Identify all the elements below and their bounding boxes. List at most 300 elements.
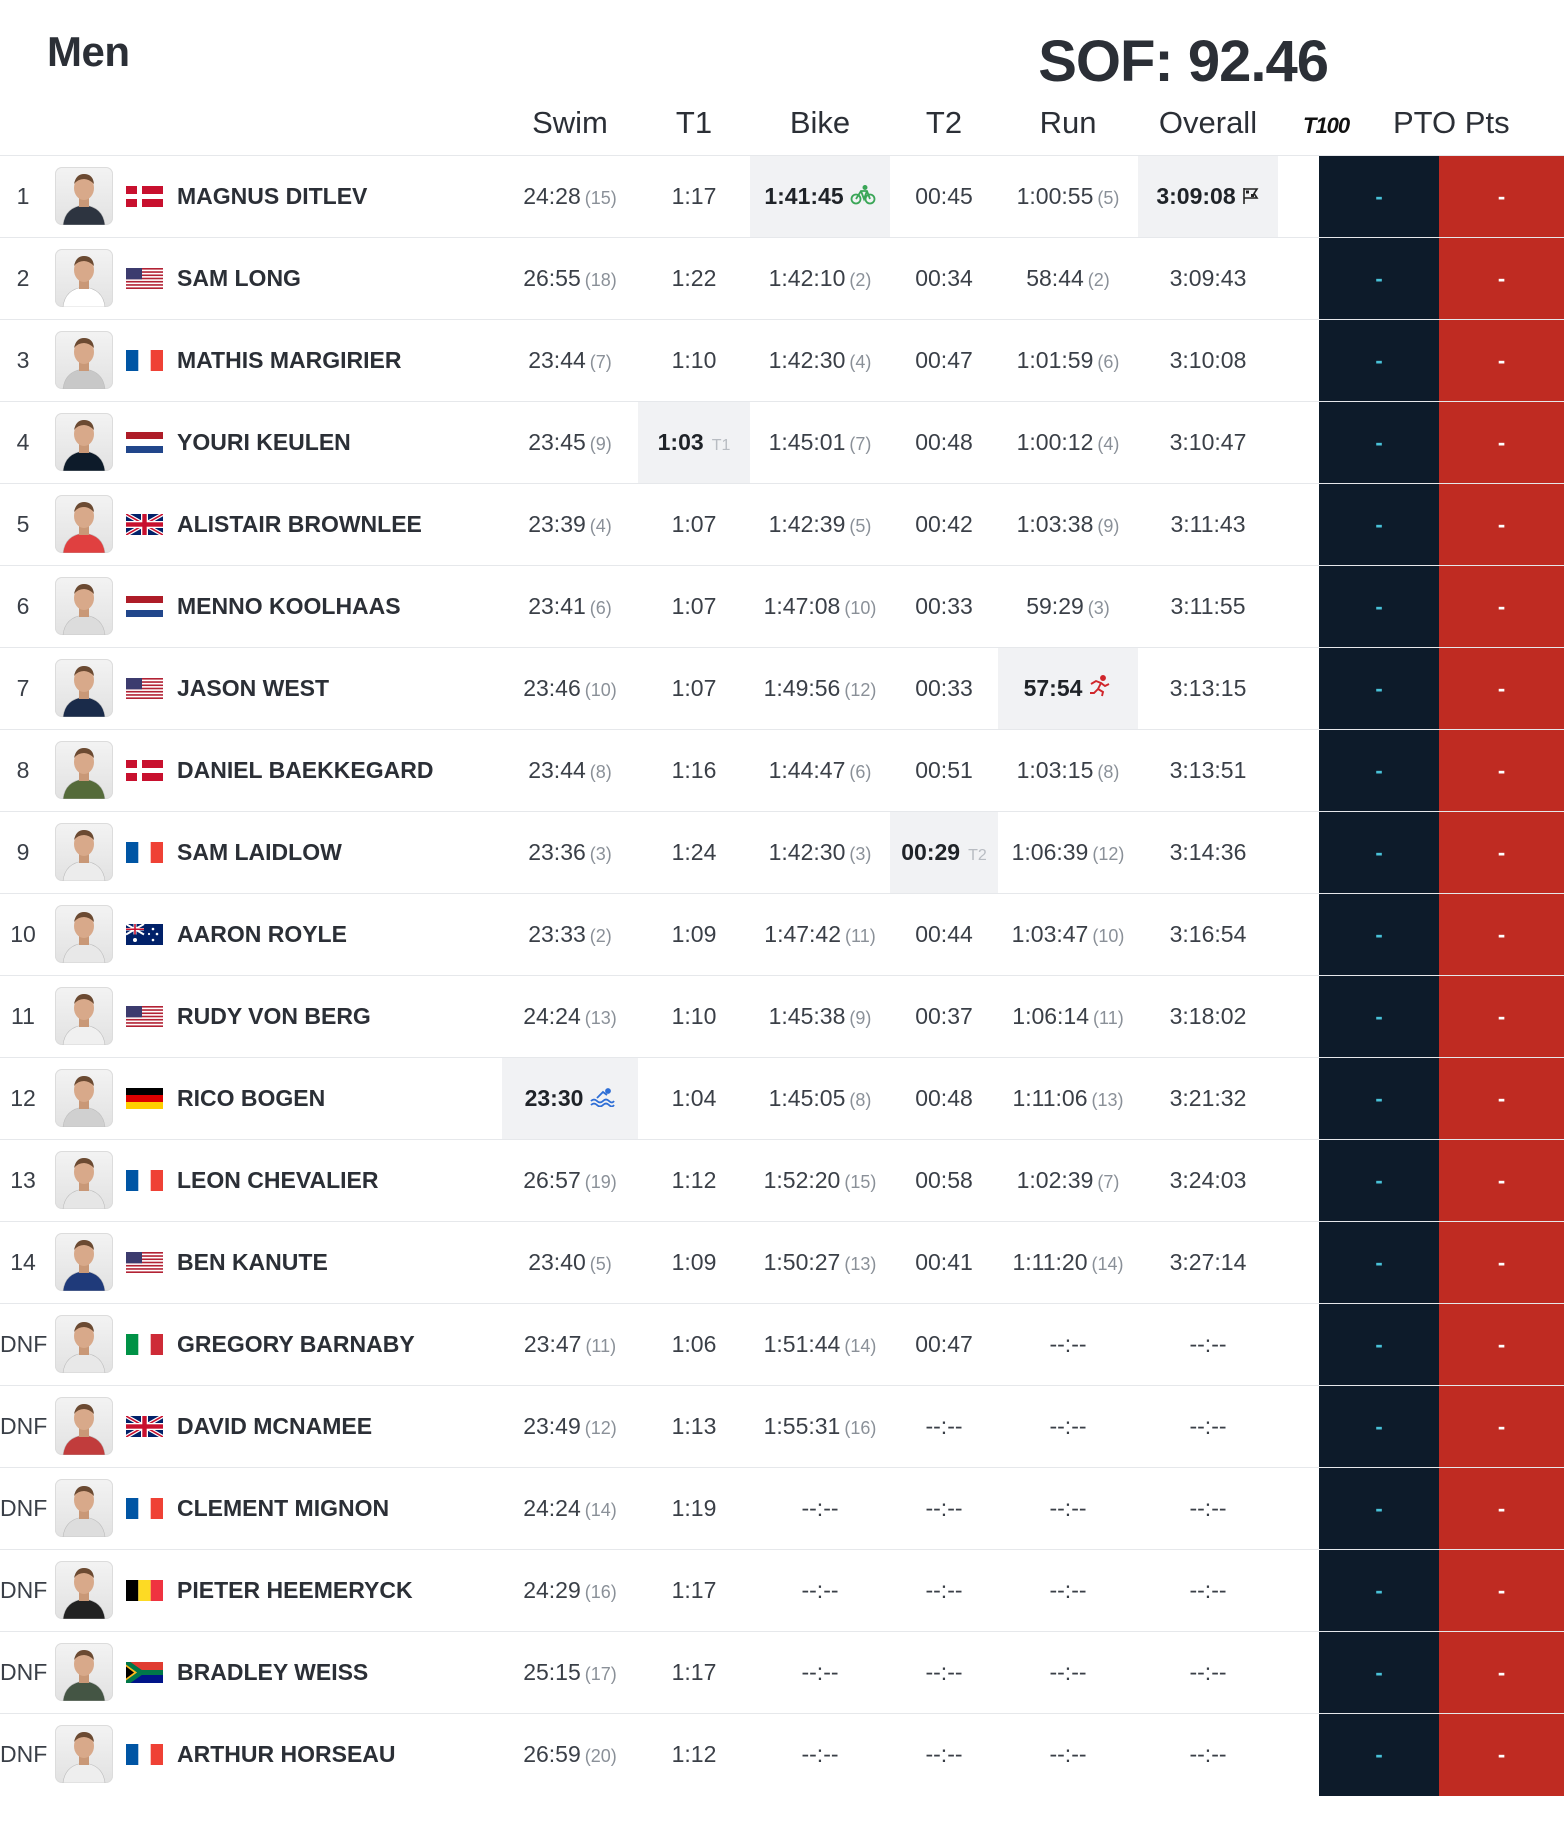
run-time: 59:29 bbox=[1026, 593, 1084, 619]
overall-time: --:-- bbox=[1189, 1495, 1227, 1521]
bike-time: 1:42:39 bbox=[768, 511, 846, 537]
bike-rank: (3) bbox=[849, 844, 872, 864]
cell-t1 bbox=[638, 1550, 750, 1631]
athlete-avatar[interactable] bbox=[55, 413, 113, 471]
swim-rank: (4) bbox=[589, 516, 612, 536]
swim-rank: (8) bbox=[589, 762, 612, 782]
overall-time: --:-- bbox=[1189, 1577, 1227, 1603]
athlete-avatar[interactable] bbox=[55, 1725, 113, 1783]
cell-swim bbox=[502, 1550, 638, 1631]
table-row[interactable] bbox=[0, 401, 1564, 483]
t100-points: - bbox=[1319, 320, 1439, 402]
run-rank: (12) bbox=[1092, 844, 1125, 864]
table-row[interactable] bbox=[0, 647, 1564, 729]
overall-time: 3:11:55 bbox=[1170, 593, 1246, 619]
pto-points: - bbox=[1439, 812, 1564, 894]
table-row[interactable] bbox=[0, 893, 1564, 975]
athlete-avatar[interactable] bbox=[55, 1069, 113, 1127]
header-t1[interactable]: T1 bbox=[675, 105, 713, 140]
swim-rank: (9) bbox=[589, 434, 612, 454]
cell-t2 bbox=[890, 320, 998, 401]
athlete-name[interactable]: BRADLEY WEISS bbox=[177, 1659, 369, 1685]
athlete-name[interactable]: AARON ROYLE bbox=[177, 921, 347, 947]
header-overall[interactable]: Overall bbox=[1158, 105, 1258, 140]
athlete-name[interactable]: RICO BOGEN bbox=[177, 1085, 326, 1111]
cell-run bbox=[998, 730, 1138, 811]
cell-t2 bbox=[890, 484, 998, 565]
position: DNF bbox=[0, 1577, 48, 1603]
run-time: 58:44 bbox=[1026, 265, 1084, 291]
t100-points: - bbox=[1319, 730, 1439, 812]
pto-points: - bbox=[1439, 894, 1564, 976]
pto-points: - bbox=[1439, 566, 1564, 648]
swim-rank: (12) bbox=[584, 1418, 617, 1438]
cell-t1 bbox=[638, 1386, 750, 1467]
athlete-name[interactable]: DAVID MCNAMEE bbox=[177, 1413, 373, 1439]
athlete-name[interactable]: DANIEL BAEKKEGARD bbox=[177, 757, 434, 783]
cell-bike bbox=[750, 1304, 890, 1385]
bike-rank: (13) bbox=[844, 1254, 877, 1274]
table-row[interactable] bbox=[0, 729, 1564, 811]
cell-t1 bbox=[638, 648, 750, 729]
overall-time: 3:13:15 bbox=[1169, 675, 1247, 701]
athlete-name[interactable]: GREGORY BARNABY bbox=[177, 1331, 415, 1357]
t1-time: 1:22 bbox=[671, 265, 717, 291]
t1-time: 1:17 bbox=[671, 1577, 717, 1603]
position: 13 bbox=[10, 1167, 36, 1193]
table-row[interactable] bbox=[0, 1713, 1564, 1795]
cell-t1 bbox=[638, 1222, 750, 1303]
swim-icon bbox=[589, 1059, 615, 1140]
athlete-avatar[interactable] bbox=[55, 495, 113, 553]
cell-t2 bbox=[890, 1058, 998, 1139]
bike-rank: (12) bbox=[844, 680, 877, 700]
table-row[interactable] bbox=[0, 1139, 1564, 1221]
run-rank: (4) bbox=[1097, 434, 1120, 454]
cell-swim bbox=[502, 1386, 638, 1467]
cell-bike bbox=[750, 156, 890, 237]
cell-bike bbox=[750, 1468, 890, 1549]
t100-points: - bbox=[1319, 1386, 1439, 1468]
athlete-name[interactable]: ALISTAIR BROWNLEE bbox=[177, 511, 422, 537]
position: DNF bbox=[0, 1495, 48, 1521]
swim-time: 24:28 bbox=[523, 183, 581, 209]
athlete-avatar[interactable] bbox=[55, 1561, 113, 1619]
athlete-avatar[interactable] bbox=[55, 987, 113, 1045]
athlete-name[interactable]: CLEMENT MIGNON bbox=[177, 1495, 390, 1521]
t1-time: 1:04 bbox=[671, 1085, 717, 1111]
cell-overall bbox=[1138, 894, 1278, 975]
position: DNF bbox=[0, 1413, 48, 1439]
t1-time: 1:17 bbox=[671, 183, 717, 209]
overall-time: 3:09:43 bbox=[1169, 265, 1247, 291]
cell-run bbox=[998, 1550, 1138, 1631]
table-row[interactable] bbox=[0, 1303, 1564, 1385]
run-time: 57:54 bbox=[1023, 675, 1083, 701]
country-flag-icon bbox=[126, 596, 163, 617]
cell-t1 bbox=[638, 402, 750, 483]
athlete-avatar[interactable] bbox=[55, 823, 113, 881]
t2-time: 00:48 bbox=[915, 429, 973, 455]
overall-time: --:-- bbox=[1189, 1331, 1227, 1357]
cell-overall bbox=[1138, 320, 1278, 401]
cell-run bbox=[998, 1304, 1138, 1385]
overall-time: 3:09:08 bbox=[1156, 183, 1236, 209]
cell-t2 bbox=[890, 1386, 998, 1467]
cell-run bbox=[998, 238, 1138, 319]
cell-swim bbox=[502, 648, 638, 729]
swim-time: 24:24 bbox=[523, 1003, 581, 1029]
t1-time: 1:17 bbox=[671, 1659, 717, 1685]
cell-t1 bbox=[638, 730, 750, 811]
swim-time: 23:39 bbox=[528, 511, 586, 537]
bike-time: --:-- bbox=[801, 1577, 839, 1603]
table-row[interactable] bbox=[0, 237, 1564, 319]
t1-time: 1:12 bbox=[671, 1167, 717, 1193]
bike-time: 1:45:05 bbox=[768, 1085, 846, 1111]
athlete-name[interactable]: PIETER HEEMERYCK bbox=[177, 1577, 413, 1603]
position: 2 bbox=[16, 265, 30, 291]
bike-time: 1:44:47 bbox=[768, 757, 846, 783]
overall-time: 3:10:47 bbox=[1169, 429, 1247, 455]
t100-logo-text: T100 bbox=[1303, 113, 1350, 136]
swim-time: 23:45 bbox=[528, 429, 586, 455]
cell-overall bbox=[1138, 566, 1278, 647]
athlete-name[interactable]: SAM LONG bbox=[177, 265, 301, 291]
swim-rank: (7) bbox=[589, 352, 612, 372]
header-swim[interactable]: Swim bbox=[532, 105, 608, 140]
t2-time: 00:44 bbox=[915, 921, 973, 947]
cell-t1 bbox=[638, 812, 750, 893]
swim-time: 26:55 bbox=[523, 265, 581, 291]
bike-time: --:-- bbox=[801, 1741, 839, 1767]
athlete-avatar[interactable] bbox=[55, 741, 113, 799]
table-row[interactable] bbox=[0, 975, 1564, 1057]
t1-time: 1:19 bbox=[671, 1495, 717, 1521]
flagfinish-icon bbox=[1242, 157, 1260, 238]
cell-t2 bbox=[890, 1222, 998, 1303]
t2-time: 00:34 bbox=[915, 265, 973, 291]
bike-rank: (7) bbox=[849, 434, 872, 454]
athlete-avatar[interactable] bbox=[55, 1315, 113, 1373]
cell-t1 bbox=[638, 238, 750, 319]
pto-points: - bbox=[1439, 402, 1564, 484]
country-flag-icon bbox=[126, 1416, 163, 1437]
cell-t2 bbox=[890, 566, 998, 647]
t1-time: 1:09 bbox=[671, 921, 717, 947]
pto-points: - bbox=[1439, 1058, 1564, 1140]
swim-rank: (14) bbox=[584, 1500, 617, 1520]
athlete-name[interactable]: MAGNUS DITLEV bbox=[177, 183, 368, 209]
run-rank: (14) bbox=[1091, 1254, 1124, 1274]
run-time: 1:00:55 bbox=[1016, 183, 1094, 209]
position: 11 bbox=[11, 1003, 35, 1029]
athlete-avatar[interactable] bbox=[55, 659, 113, 717]
table-row[interactable] bbox=[0, 319, 1564, 401]
position: 1 bbox=[16, 183, 30, 209]
bike-time: 1:55:31 bbox=[763, 1413, 841, 1439]
t100-points: - bbox=[1319, 1222, 1439, 1304]
run-rank: (7) bbox=[1097, 1172, 1120, 1192]
cell-swim bbox=[502, 1140, 638, 1221]
run-time: 1:02:39 bbox=[1016, 1167, 1094, 1193]
cell-swim bbox=[502, 402, 638, 483]
swim-rank: (17) bbox=[584, 1664, 617, 1684]
cell-swim bbox=[502, 566, 638, 647]
athlete-name[interactable]: BEN KANUTE bbox=[177, 1249, 328, 1275]
cell-run bbox=[998, 976, 1138, 1057]
t2-time: 00:48 bbox=[915, 1085, 973, 1111]
run-icon bbox=[1088, 649, 1112, 730]
pto-points: - bbox=[1439, 1714, 1564, 1796]
cell-t1 bbox=[638, 1632, 750, 1713]
pto-points: - bbox=[1439, 648, 1564, 730]
header-pto-pts[interactable]: PTO Pts bbox=[1393, 105, 1510, 140]
cell-overall bbox=[1138, 1550, 1278, 1631]
run-rank: (8) bbox=[1097, 762, 1120, 782]
header-t2[interactable]: T2 bbox=[925, 105, 963, 140]
cell-bike bbox=[750, 648, 890, 729]
cell-overall bbox=[1138, 484, 1278, 565]
t2-time: --:-- bbox=[925, 1577, 963, 1603]
cell-bike bbox=[750, 402, 890, 483]
country-flag-icon bbox=[126, 350, 163, 371]
t100-points: - bbox=[1319, 1714, 1439, 1796]
pto-points: - bbox=[1439, 156, 1564, 238]
t1-time: 1:07 bbox=[671, 511, 717, 537]
t100-points: - bbox=[1319, 566, 1439, 648]
cell-bike bbox=[750, 1632, 890, 1713]
position: 4 bbox=[16, 429, 30, 455]
cell-overall bbox=[1138, 1714, 1278, 1795]
athlete-avatar[interactable] bbox=[55, 1643, 113, 1701]
athlete-avatar[interactable] bbox=[55, 577, 113, 635]
athlete-name[interactable]: MENNO KOOLHAAS bbox=[177, 593, 401, 619]
t100-points: - bbox=[1319, 976, 1439, 1058]
t100-points: - bbox=[1319, 1140, 1439, 1222]
bike-time: 1:50:27 bbox=[763, 1249, 841, 1275]
t2-fastest-tag: T2 bbox=[968, 847, 987, 864]
athlete-avatar[interactable] bbox=[55, 331, 113, 389]
swim-time: 23:33 bbox=[528, 921, 586, 947]
table-row[interactable] bbox=[0, 1631, 1564, 1713]
cell-bike bbox=[750, 730, 890, 811]
cell-run bbox=[998, 1468, 1138, 1549]
run-time: --:-- bbox=[1049, 1741, 1087, 1767]
cell-swim bbox=[502, 976, 638, 1057]
cell-run bbox=[998, 566, 1138, 647]
cell-overall bbox=[1138, 238, 1278, 319]
table-row[interactable] bbox=[0, 565, 1564, 647]
athlete-avatar[interactable] bbox=[55, 905, 113, 963]
athlete-name[interactable]: MATHIS MARGIRIER bbox=[177, 347, 402, 373]
athlete-avatar[interactable] bbox=[55, 249, 113, 307]
athlete-avatar[interactable] bbox=[55, 1397, 113, 1455]
t100-points: - bbox=[1319, 894, 1439, 976]
page-title: Men bbox=[47, 28, 130, 75]
position: 7 bbox=[16, 675, 30, 701]
position: 10 bbox=[10, 921, 36, 947]
athlete-name[interactable]: YOURI KEULEN bbox=[177, 429, 351, 455]
bike-rank: (8) bbox=[849, 1090, 872, 1110]
cell-t2 bbox=[890, 238, 998, 319]
run-time: --:-- bbox=[1049, 1659, 1087, 1685]
country-flag-icon bbox=[126, 924, 163, 945]
swim-rank: (16) bbox=[584, 1582, 617, 1602]
table-row[interactable] bbox=[0, 1385, 1564, 1467]
bike-rank: (11) bbox=[845, 926, 876, 946]
cell-swim bbox=[502, 730, 638, 811]
swim-rank: (19) bbox=[584, 1172, 617, 1192]
overall-time: 3:11:43 bbox=[1170, 511, 1246, 537]
cell-t1 bbox=[638, 1468, 750, 1549]
bike-time: --:-- bbox=[801, 1659, 839, 1685]
table-row[interactable] bbox=[0, 1057, 1564, 1139]
swim-rank: (13) bbox=[584, 1008, 617, 1028]
run-time: 1:01:59 bbox=[1016, 347, 1094, 373]
results-table-header bbox=[0, 100, 1564, 155]
cell-bike bbox=[750, 894, 890, 975]
cell-t2 bbox=[890, 1140, 998, 1221]
swim-time: 25:15 bbox=[523, 1659, 581, 1685]
pto-points: - bbox=[1439, 484, 1564, 566]
cell-t2 bbox=[890, 1468, 998, 1549]
swim-time: 23:44 bbox=[528, 347, 586, 373]
cell-bike bbox=[750, 320, 890, 401]
athlete-name[interactable]: ARTHUR HORSEAU bbox=[177, 1741, 396, 1767]
header-bike[interactable]: Bike bbox=[789, 105, 851, 140]
table-row[interactable] bbox=[0, 1549, 1564, 1631]
run-time: 1:11:06 bbox=[1012, 1085, 1088, 1111]
table-row[interactable] bbox=[0, 155, 1564, 237]
overall-time: --:-- bbox=[1189, 1659, 1227, 1685]
position: 12 bbox=[10, 1085, 36, 1111]
position: 14 bbox=[10, 1249, 36, 1275]
run-time: 1:06:39 bbox=[1011, 839, 1089, 865]
t2-time: 00:51 bbox=[915, 757, 973, 783]
swim-time: 24:24 bbox=[523, 1495, 581, 1521]
cell-swim bbox=[502, 320, 638, 401]
bike-time: 1:45:38 bbox=[768, 1003, 846, 1029]
cell-bike bbox=[750, 1140, 890, 1221]
t100-points: - bbox=[1319, 812, 1439, 894]
run-rank: (11) bbox=[1093, 1008, 1124, 1028]
run-rank: (5) bbox=[1097, 188, 1120, 208]
pto-points: - bbox=[1439, 1140, 1564, 1222]
t2-time: 00:29 bbox=[901, 839, 961, 865]
cell-swim bbox=[502, 1632, 638, 1713]
athlete-name[interactable]: LEON CHEVALIER bbox=[177, 1167, 379, 1193]
swim-time: 23:49 bbox=[523, 1413, 581, 1439]
bike-time: 1:49:56 bbox=[763, 675, 841, 701]
overall-time: 3:16:54 bbox=[1169, 921, 1247, 947]
cell-swim bbox=[502, 238, 638, 319]
cell-run bbox=[998, 156, 1138, 237]
cell-run bbox=[998, 402, 1138, 483]
overall-time: 3:27:14 bbox=[1169, 1249, 1247, 1275]
cell-run bbox=[998, 1714, 1138, 1795]
cell-swim bbox=[502, 1714, 638, 1795]
swim-rank: (2) bbox=[589, 926, 612, 946]
country-flag-icon bbox=[126, 1334, 163, 1355]
swim-rank: (15) bbox=[584, 188, 617, 208]
run-rank: (9) bbox=[1097, 516, 1120, 536]
cell-swim bbox=[502, 812, 638, 893]
sof-value: SOF: 92.46 bbox=[1038, 29, 1328, 94]
cell-overall bbox=[1138, 1140, 1278, 1221]
run-rank: (2) bbox=[1087, 270, 1110, 290]
athlete-avatar[interactable] bbox=[55, 1233, 113, 1291]
t2-time: 00:41 bbox=[915, 1249, 973, 1275]
cell-swim bbox=[502, 1304, 638, 1385]
cell-swim bbox=[502, 1058, 638, 1139]
athlete-avatar[interactable] bbox=[55, 1479, 113, 1537]
cell-run bbox=[998, 812, 1138, 893]
header-run[interactable]: Run bbox=[1039, 105, 1097, 140]
position: 3 bbox=[16, 347, 30, 373]
t100-points: - bbox=[1319, 1550, 1439, 1632]
t100-points: - bbox=[1319, 1632, 1439, 1714]
bike-rank: (5) bbox=[849, 516, 872, 536]
country-flag-icon bbox=[126, 1006, 163, 1027]
country-flag-icon bbox=[126, 1498, 163, 1519]
country-flag-icon bbox=[126, 760, 163, 781]
cell-overall bbox=[1138, 976, 1278, 1057]
table-row[interactable] bbox=[0, 1221, 1564, 1303]
country-flag-icon bbox=[126, 432, 163, 453]
t100-points: - bbox=[1319, 1304, 1439, 1386]
bike-time: 1:52:20 bbox=[763, 1167, 841, 1193]
t100-points: - bbox=[1319, 238, 1439, 320]
pto-points: - bbox=[1439, 1386, 1564, 1468]
cell-t2 bbox=[890, 648, 998, 729]
overall-time: 3:14:36 bbox=[1169, 839, 1247, 865]
cell-overall bbox=[1138, 1304, 1278, 1385]
cell-overall bbox=[1138, 1386, 1278, 1467]
table-row[interactable] bbox=[0, 1467, 1564, 1549]
cell-t2 bbox=[890, 402, 998, 483]
athlete-avatar[interactable] bbox=[55, 167, 113, 225]
swim-rank: (10) bbox=[584, 680, 617, 700]
cell-run bbox=[998, 1058, 1138, 1139]
overall-time: 3:21:32 bbox=[1169, 1085, 1247, 1111]
table-row[interactable] bbox=[0, 811, 1564, 893]
country-flag-icon bbox=[126, 514, 163, 535]
position: 8 bbox=[16, 757, 30, 783]
overall-time: 3:13:51 bbox=[1169, 757, 1247, 783]
t1-time: 1:12 bbox=[671, 1741, 717, 1767]
bike-time: 1:42:30 bbox=[768, 839, 846, 865]
athlete-avatar[interactable] bbox=[55, 1151, 113, 1209]
cell-swim bbox=[502, 1468, 638, 1549]
cell-bike bbox=[750, 976, 890, 1057]
athlete-name[interactable]: SAM LAIDLOW bbox=[177, 839, 342, 865]
t2-time: 00:37 bbox=[915, 1003, 973, 1029]
t1-time: 1:10 bbox=[671, 1003, 717, 1029]
athlete-name[interactable]: RUDY VON BERG bbox=[177, 1003, 371, 1029]
bike-time: 1:42:30 bbox=[768, 347, 846, 373]
overall-time: 3:24:03 bbox=[1169, 1167, 1247, 1193]
cell-bike bbox=[750, 566, 890, 647]
bike-rank: (6) bbox=[849, 762, 872, 782]
pto-points: - bbox=[1439, 1222, 1564, 1304]
cell-t1 bbox=[638, 1140, 750, 1221]
athlete-name[interactable]: JASON WEST bbox=[177, 675, 330, 701]
table-row[interactable] bbox=[0, 483, 1564, 565]
country-flag-icon bbox=[126, 1170, 163, 1191]
cell-bike bbox=[750, 1714, 890, 1795]
cell-bike bbox=[750, 1386, 890, 1467]
